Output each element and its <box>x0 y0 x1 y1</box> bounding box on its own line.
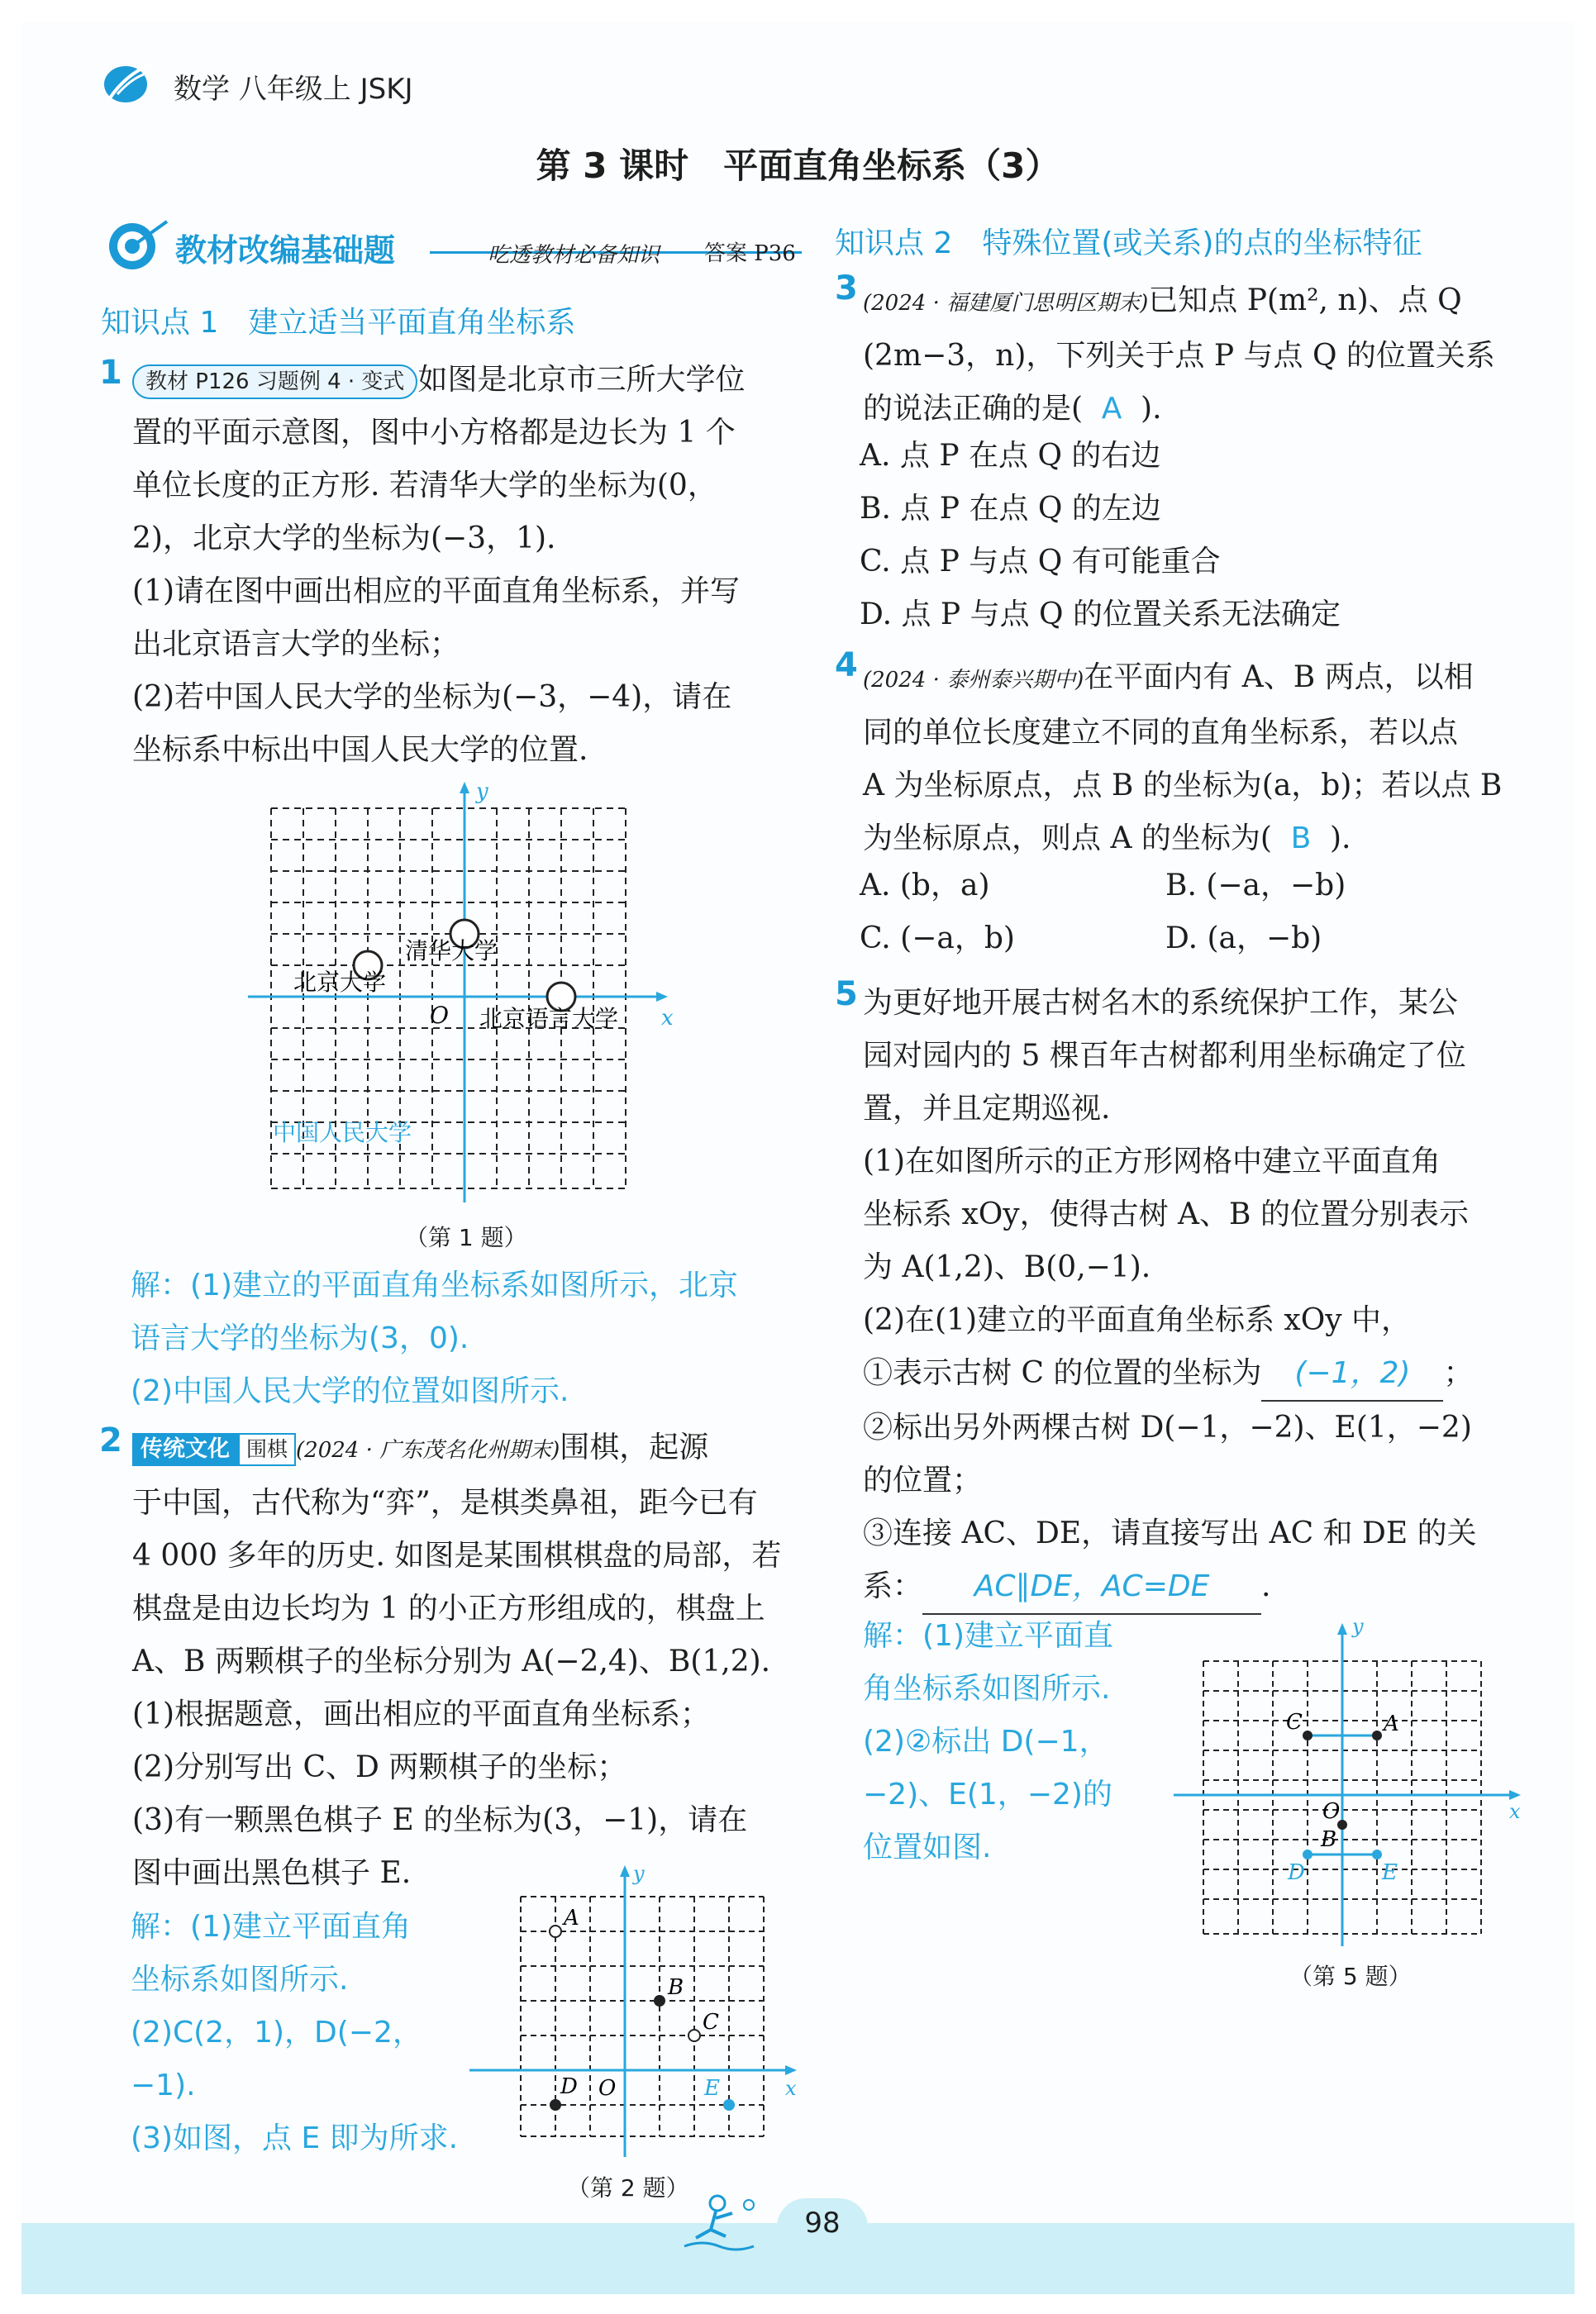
target-icon <box>101 217 175 274</box>
q2-tag-go: 围棋 <box>238 1433 296 1466</box>
answer-reference: 答案 P36 <box>704 241 796 266</box>
q2-x-label: x <box>785 2077 797 2100</box>
knowledge-point-1: 知识点 1 建立适当平面直角坐标系 <box>101 306 576 340</box>
q3-option-c: C. 点 P 与点 Q 有可能重合 <box>860 545 1221 578</box>
q3-options <box>860 430 1537 641</box>
q1-text: 教材 P126 习题例 4 · 变式 如图是北京市三所大学位 置的平面示意图，图中小方格都是边长为 1 个 单位长度的正方形. 若清华大学的坐标为(0， 2)，北京大学的坐标为(−3，1). (1)请在图中画出相应的平面直角坐标系，并写 出北京语言大学的坐标； (2)若中国人民大学的坐标为(−3，−4)，请在 坐标系中标出中国人民大学的位置. <box>132 363 746 767</box>
q2-number: 2 <box>99 1421 122 1459</box>
stone-a <box>550 1926 561 1937</box>
q5-figure <box>1174 1612 1537 1950</box>
leaf-logo-icon <box>101 58 159 107</box>
q2-caption: （第 2 题） <box>567 2174 689 2202</box>
label-tsinghua: 清华大学 <box>405 937 498 964</box>
stone-d <box>550 2099 561 2111</box>
tree-d <box>1303 1850 1313 1859</box>
tree-a <box>1372 1731 1382 1740</box>
q4-source: (2024 · 泰州泰兴期中) <box>863 668 1084 693</box>
q5-x-label: x <box>1509 1800 1521 1823</box>
q3-option-d: D. 点 P 与点 Q 的位置关系无法确定 <box>860 598 1341 631</box>
q5-number: 5 <box>835 975 858 1013</box>
q4-text: (2024 · 泰州泰兴期中)在平面内有 A、B 两点，以相 同的单位长度建立不同的直角坐标系，若以点 A 为坐标原点，点 B 的坐标为(a，b)；若以点 B 为坐标原点，则点 A 的坐标为( B ). <box>863 651 1541 865</box>
q2-answer: 解：(1)建立平面直角 坐标系如图所示. (2)C(2，1)，D(−2， −1). (3)如图，点 E 即为所求. <box>131 1910 459 2155</box>
q2-label-e: E <box>704 2076 720 2101</box>
q3-number: 3 <box>835 269 858 307</box>
q2-y-label: y <box>633 1862 645 1885</box>
q3-source: (2024 · 福建厦门思明区期末) <box>863 291 1149 316</box>
q3-text: (2024 · 福建厦门思明区期末)已知点 P(m², n)、点 Q (2m−3，n)，下列关于点 P 与点 Q 的位置关系 的说法正确的是( A ). <box>863 274 1541 436</box>
label-ruc: 中国人民大学 <box>273 1119 412 1146</box>
q2-tag-culture: 传统文化 <box>132 1433 238 1466</box>
stone-e <box>723 2099 735 2111</box>
q1-tag: 教材 P126 习题例 4 · 变式 <box>132 364 417 399</box>
section-banner-label: 教材改编基础题 <box>175 232 396 269</box>
tree-c <box>1303 1731 1313 1740</box>
q4-option-b: B. (−a，−b) <box>1165 869 1346 902</box>
q1-y-label: y <box>476 779 488 804</box>
q1-number: 1 <box>99 354 122 392</box>
label-peking: 北京大学 <box>293 969 387 996</box>
tree-e <box>1372 1850 1382 1859</box>
header-subject: 数学 八年级上 JSKJ <box>174 73 413 106</box>
q4-number: 4 <box>835 646 858 684</box>
stone-c <box>688 2030 700 2041</box>
q5-text: 为更好地开展古树名木的系统保护工作，某公 园对园内的 5 棵百年古树都利用坐标确定了位 置，并且定期巡视. (1)在如图所示的正方形网格中建立平面直角 坐标系 xOy，使得古树 A、B 的位置分别表示 为 A(1,2)、B(0,−1). (2)在(1)建立的平面直角坐标系 xOy 中， ①表示古树 C 的位置的坐标为 (−1，2) ； ②标出另外两棵古树 D(−1，−2)、E(1，−2) 的位置； ③连接 AC、DE，请直接写出 AC 和 DE 的关 系： AC∥DE，AC=DE . <box>863 977 1549 1615</box>
q3-option-b: B. 点 P 在点 Q 的左边 <box>860 492 1161 526</box>
q4-option-d: D. (a，−b) <box>1165 921 1322 955</box>
q5-origin: O <box>1322 1799 1341 1824</box>
q4-options <box>860 859 1537 965</box>
q4-option-c: C. (−a，b) <box>860 921 1015 955</box>
q1-answer: 解：(1)建立的平面直角坐标系如图所示，北京 语言大学的坐标为(3，0). (2)中国人民大学的位置如图所示. <box>131 1269 738 1408</box>
q2-label-a: A <box>564 1906 579 1931</box>
q2-figure <box>463 1855 810 2161</box>
section-banner-motto: 吃透教材必备知识 <box>488 243 660 268</box>
q1-figure <box>231 777 694 1207</box>
q5-blank-1: (−1，2) <box>1261 1347 1443 1402</box>
q5-label-b: B <box>1321 1827 1337 1852</box>
page-number: 98 <box>777 2198 868 2256</box>
q1-x-label: x <box>661 1006 674 1031</box>
q1-caption: （第 1 题） <box>405 1224 527 1251</box>
stone-b <box>654 1995 665 2007</box>
q3-option-a: A. 点 P 在点 Q 的右边 <box>860 439 1161 473</box>
q1-origin-label: O <box>430 1002 449 1029</box>
page-title: 第 3 课时 平面直角坐标系（3） <box>536 145 1060 186</box>
q2-label-b: B <box>668 1975 684 2000</box>
q5-label-d: D <box>1288 1860 1305 1885</box>
q5-label-c: C <box>1286 1710 1303 1735</box>
q2-source: (2024 · 广东茂名化州期末) <box>296 1438 560 1463</box>
label-blcu: 北京语言大学 <box>479 1005 619 1032</box>
q5-label-a: A <box>1384 1712 1399 1736</box>
q2-text: 传统文化 围棋 (2024 · 广东茂名化州期末)围棋，起源 于中国，古代称为“弈”，是棋类鼻祖，距今已有 4 000 多年的历史. 如图是某围棋棋盘的局部，若 棋盘是由边长均为 1 的小正方形组成的，棋盘上 A、B 两颗棋子的坐标分别为 A(−2,4)、B(1,2). (1)根据题意，画出相应的平面直角坐标系； (2)分别写出 C、D 两颗棋子的坐标； (3)有一颗黑色棋子 E 的坐标为(3，−1)，请在 图中画出黑色棋子 E. <box>132 1431 782 1890</box>
q5-label-e: E <box>1382 1860 1398 1885</box>
q5-y-label: y <box>1352 1615 1364 1638</box>
q2-label-d: D <box>560 2074 578 2099</box>
q5-caption: （第 5 题） <box>1289 1963 1412 1990</box>
q4-answer: B <box>1290 821 1312 855</box>
q2-label-c: C <box>703 2010 719 2035</box>
q2-origin: O <box>598 2076 617 2101</box>
knowledge-point-2: 知识点 2 特殊位置(或关系)的点的坐标特征 <box>835 226 1422 260</box>
q5-answer: 解：(1)建立平面直 角坐标系如图所示. (2)②标出 D(−1， −2)、E(1，−2)的 位置如图. <box>863 1619 1113 1864</box>
footer-figure-icon <box>678 2190 769 2256</box>
q5-blank-2: AC∥DE，AC=DE <box>922 1560 1261 1615</box>
q3-answer: A <box>1101 392 1122 426</box>
q4-option-a: A. (b，a) <box>860 869 990 902</box>
